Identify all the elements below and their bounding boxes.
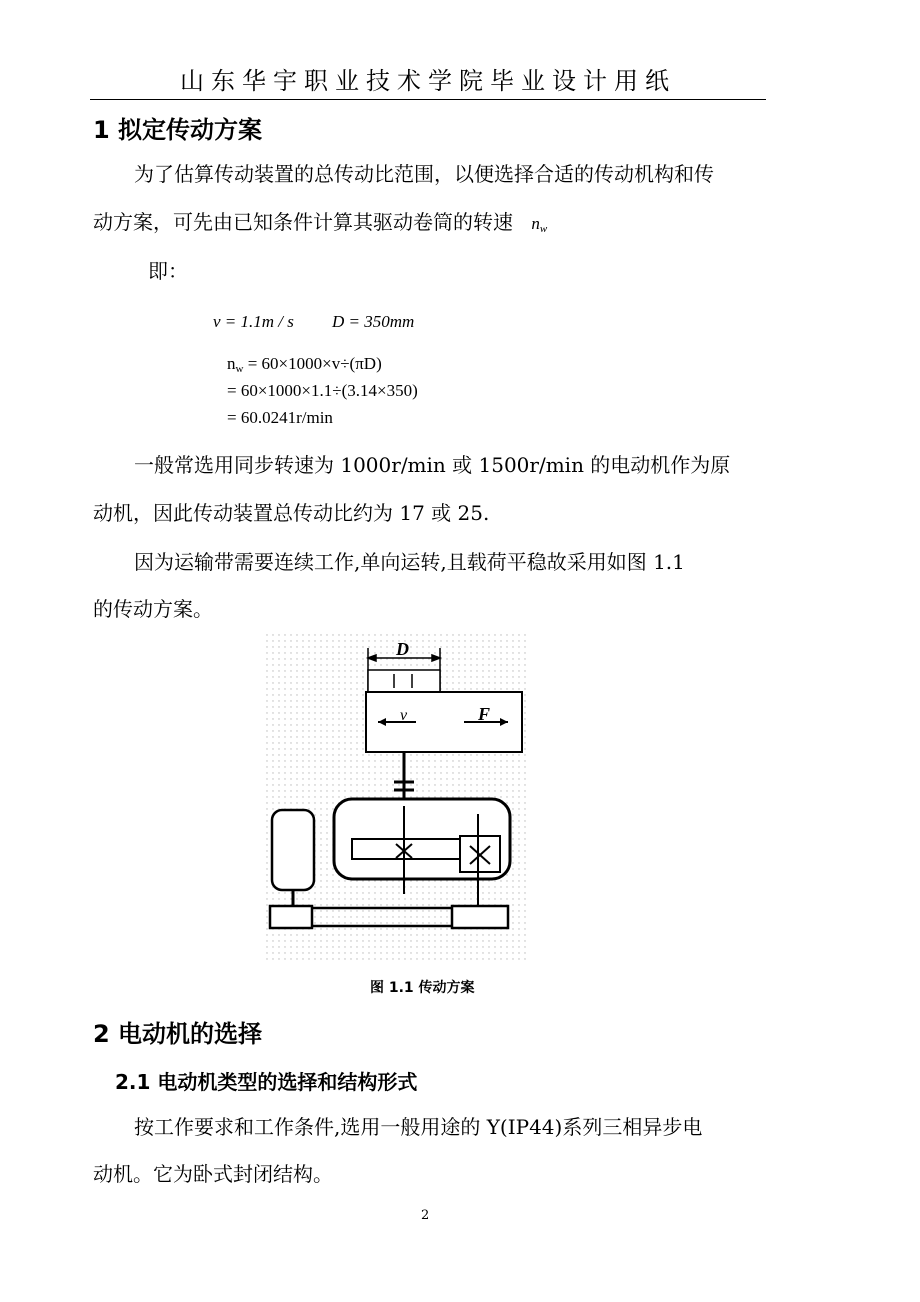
para1-line2-text: 动方案，可先由已知条件计算其驱动卷筒的转速 (93, 210, 513, 234)
given-D: D = 350mm (332, 312, 415, 331)
page-header: 山东华宇职业技术学院毕业设计用纸 (180, 67, 676, 95)
para3-line1: 因为运输带需要连续工作,单向运转,且载荷平稳故采用如图 1.1 (134, 550, 685, 574)
section-2-heading: 2 电动机的选择 (93, 1020, 263, 1048)
formula-line3: = 60.0241r/min (227, 408, 333, 427)
formula-line1: $n_w = 60\times 1000\times v\div(\pi D)$ (227, 354, 382, 375)
section-2-1-heading: 2.1 电动机类型的选择和结构形式 (115, 1070, 418, 1094)
para3-line2: 的传动方案。 (93, 597, 213, 621)
electric-motor (272, 810, 314, 890)
para2-line2: 动机，因此传动装置总传动比约为 17 或 25. (93, 501, 490, 525)
para4-line2: 动机。它为卧式封闭结构。 (93, 1162, 333, 1186)
section-1-heading: 1 拟定传动方案 (93, 116, 263, 144)
para4-line1: 按工作要求和工作条件,选用一般用途的 Y(IP44)系列三相异步电 (134, 1115, 703, 1139)
given-v: v = 1.1m / s (213, 312, 294, 331)
header-rule (90, 99, 766, 100)
label-F: F (478, 704, 491, 724)
formula-line2: = 60×1000×1.1÷(3.14×350) (227, 381, 418, 400)
para1-line1: 为了估算传动装置的总传动比范围，以便选择合适的传动机构和传 (134, 162, 714, 186)
ji-label: 即： (148, 259, 188, 283)
transmission-scheme-figure (266, 634, 528, 964)
label-D: D (396, 639, 409, 659)
nw-symbol: $n_w$ (531, 214, 548, 235)
label-v: v (400, 707, 408, 724)
para2-line1: 一般常选用同步转速为 1000r/min 或 1500r/min 的电动机作为原 (134, 453, 731, 477)
page-number: 2 (421, 1208, 430, 1223)
para1-line2 (93, 207, 547, 244)
figure-caption: 图 1.1 传动方案 (370, 980, 475, 996)
drum (368, 670, 440, 692)
